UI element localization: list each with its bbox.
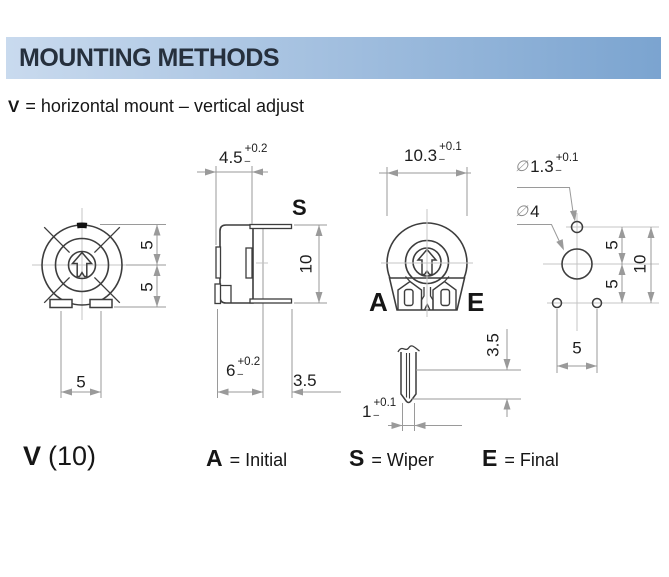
front-dim-lead-pitch: 5 (76, 372, 86, 392)
pin-dim-thickness: 1 +0.1 – (362, 397, 397, 421)
legend-item-initial: A = Initial (206, 445, 288, 471)
mounting-code: V (8, 97, 20, 116)
diameter-symbol: ∅ (515, 203, 529, 220)
pin-dim-length: 3.5 (483, 333, 503, 357)
front-dim-lower-half: 5 (137, 282, 157, 292)
holes-dim-total: 10 (630, 254, 650, 274)
front-dimension-arrows (61, 225, 161, 396)
side-view-drawing (197, 166, 341, 398)
legend-item-v: V (10) (23, 441, 97, 471)
holes-dim-upper: 5 (602, 240, 622, 250)
side-dim-pin-offset: 3.5 (293, 371, 317, 390)
hole-dimension-arrows (556, 210, 654, 369)
side-view-label-wiper: S (292, 195, 307, 220)
holes-dim-lower: 5 (602, 279, 622, 289)
side-dim-cover-width: 4.5 +0.2 – (219, 143, 268, 167)
rear-view-drawing (379, 167, 473, 317)
page-title: MOUNTING METHODS (19, 44, 280, 72)
legend-item-final: E = Final (482, 445, 559, 471)
side-dim-body-depth: 6 +0.2 – (226, 356, 261, 380)
front-view-drawing (32, 208, 166, 398)
side-dim-height: 10 (296, 254, 316, 274)
hole-dia-small-label: ∅ 1.3 +0.1 – (515, 152, 579, 176)
rear-label-initial: A (369, 287, 388, 317)
legend-item-wiper: S = Wiper (349, 445, 434, 471)
hole-dia-large-label: ∅ 4 (515, 202, 540, 221)
front-dim-upper-half: 5 (137, 240, 157, 250)
mounting-text: = horizontal mount – vertical adjust (25, 96, 304, 116)
rear-label-final: E (467, 287, 485, 317)
diameter-symbol: ∅ (515, 158, 529, 175)
holes-dim-pitch: 5 (572, 338, 582, 358)
rear-dim-diameter: 10.3 +0.1 – (404, 141, 462, 165)
